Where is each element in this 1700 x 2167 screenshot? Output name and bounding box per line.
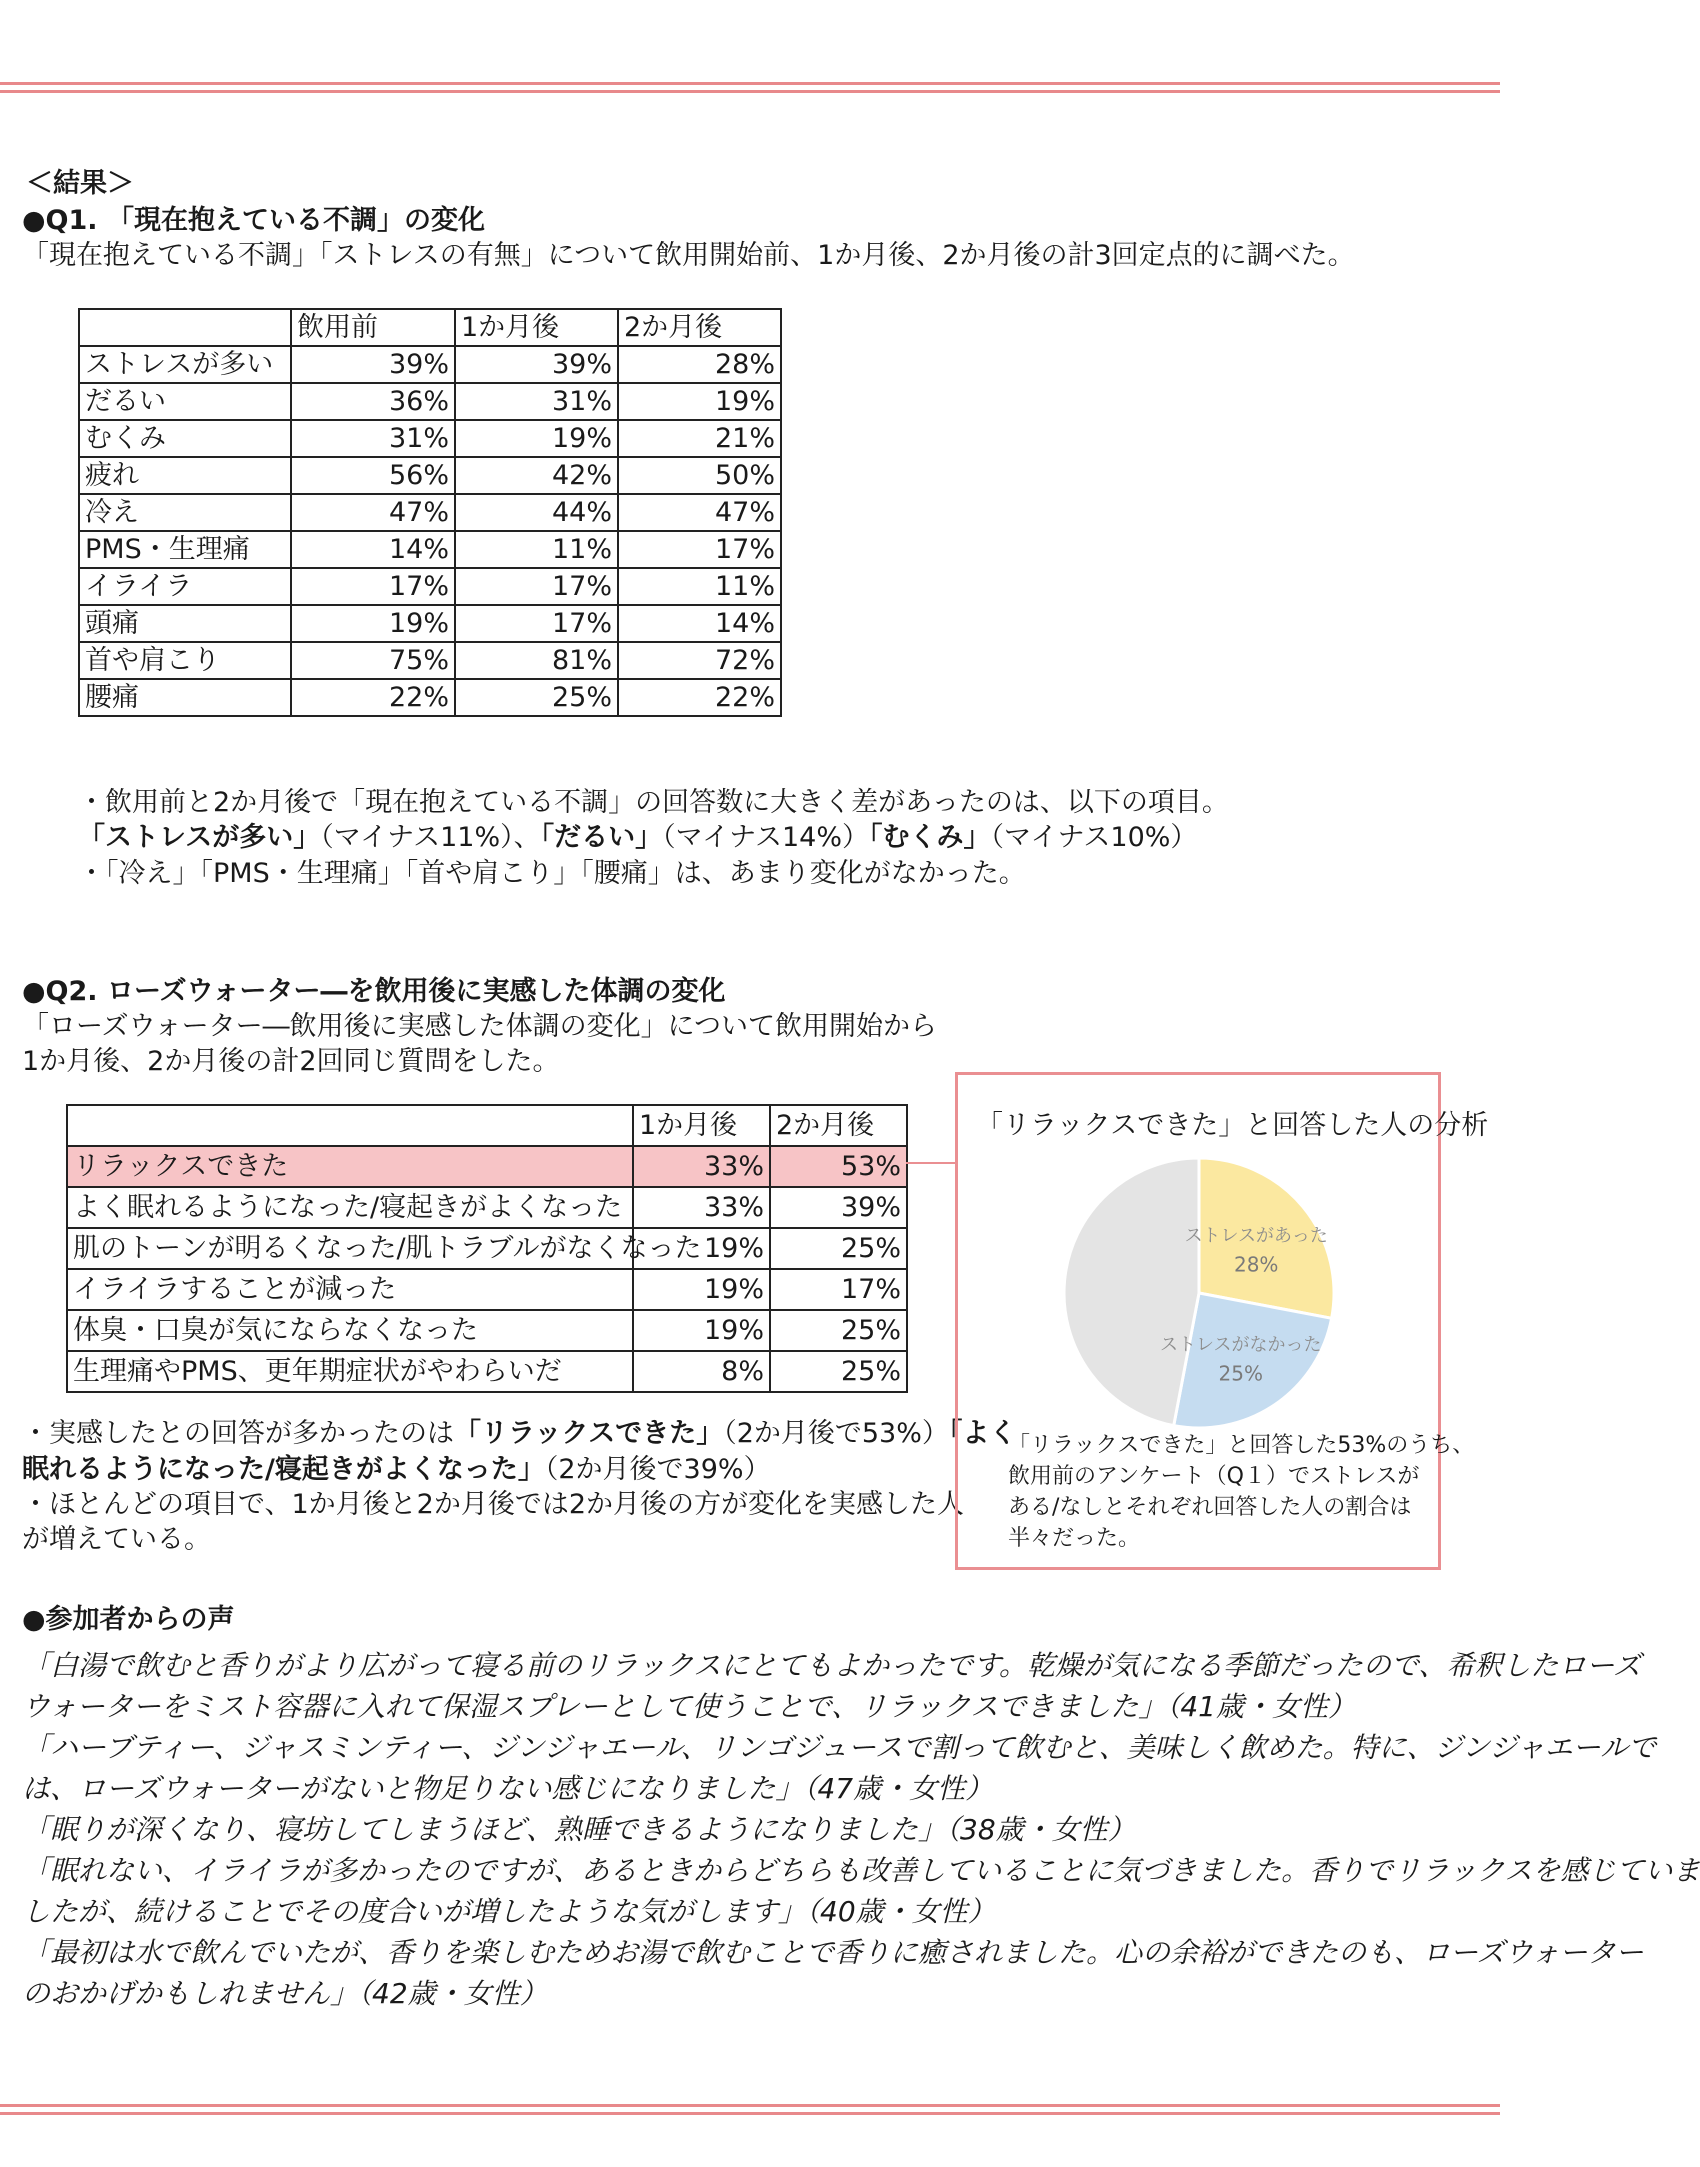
table-cell: 33% — [633, 1187, 770, 1228]
caption-line-2: 飲用前のアンケート（Q１）でストレスが — [1008, 1464, 1420, 1489]
voice-line: ウォーターをミスト容器に入れて保湿スプレーとして使うことで、リラックスできました」（41歳・女性） — [22, 1690, 1356, 1723]
table-row — [79, 679, 781, 716]
q1-description: 「現在抱えている不調」「ストレスの有無」について飲用開始前、1か月後、2か月後の計3回定点的に調べた。 — [22, 240, 1355, 271]
table-cell: 53% — [770, 1146, 907, 1187]
table-cell: 28% — [618, 346, 781, 383]
row-label: ストレスが多い — [79, 346, 291, 383]
row-label: むくみ — [79, 420, 291, 457]
table-cell: 19% — [618, 383, 781, 420]
table-header-row — [67, 1105, 907, 1146]
table-row — [67, 1269, 907, 1310]
voice-line: 「眠りが深くなり、寝坊してしまうほど、熟睡できるようになりました」（38歳・女性） — [22, 1813, 1136, 1846]
table-cell: 22% — [291, 679, 455, 716]
q1-title: ●Q1. 「現在抱えている不調」の変化 — [22, 205, 485, 236]
table-cell: 39% — [455, 346, 618, 383]
q2-note-line2 — [22, 1452, 771, 1488]
top-rule-2 — [0, 90, 1500, 93]
q2-note-line1 — [22, 1416, 1016, 1452]
row-label: 肌のトーンが明るくなった/肌トラブルがなくなった — [67, 1228, 633, 1269]
table-row — [67, 1146, 907, 1187]
table-cell: 21% — [618, 420, 781, 457]
column-header: 1か月後 — [455, 309, 618, 346]
table-row — [79, 420, 781, 457]
table-cell: 14% — [618, 605, 781, 642]
q2-title: ●Q2. ローズウォーター―を飲用後に実感した体調の変化 — [22, 976, 726, 1007]
pie-slice-label: ストレスがあった — [1184, 1225, 1328, 1247]
caption-line-1: 「リラックスできた」と回答した53%のうち、 — [1008, 1433, 1475, 1458]
table-header-row — [79, 309, 781, 346]
table-cell: 17% — [770, 1269, 907, 1310]
row-label: 腰痛 — [79, 679, 291, 716]
voice-line: したが、続けることでその度合いが増したような気がします」（40歳・女性） — [22, 1895, 996, 1928]
note-item-darui: 「だるい」 — [540, 822, 663, 853]
table-cell: 56% — [291, 457, 455, 494]
table-cell: 36% — [291, 383, 455, 420]
q2-table — [66, 1104, 908, 1393]
pie-slice-value: 25% — [1218, 1361, 1263, 1386]
q2-note-line3: ・ほとんどの項目で、1か月後と2か月後では2か月後の方が変化を実感した人 — [22, 1489, 964, 1520]
caption-line-4: 半々だった。 — [1008, 1526, 1141, 1551]
table-cell: 47% — [291, 494, 455, 531]
row-label: 冷え — [79, 494, 291, 531]
pie-slice-value: 28% — [1233, 1252, 1279, 1277]
voice-line: 「白湯で飲むと香りがより広がって寝る前のリラックスにとてもよかったです。乾燥が気になる季節だったので、希釈したローズ — [22, 1649, 1641, 1682]
callout-connector — [906, 1162, 955, 1164]
table-cell: 19% — [633, 1228, 770, 1269]
table-cell: 42% — [455, 457, 618, 494]
voice-line: は、ローズウォーターがないと物足りない感じになりました」（47歳・女性） — [22, 1772, 994, 1805]
q2-note-relax-value: （2か月後で53%） — [723, 1418, 949, 1449]
row-label: だるい — [79, 383, 291, 420]
row-label: 首や肩こり — [79, 642, 291, 679]
table-cell: 22% — [618, 679, 781, 716]
table-cell: 17% — [455, 568, 618, 605]
bottom-rule — [0, 2104, 1500, 2107]
table-cell: 47% — [618, 494, 781, 531]
voices-list — [22, 1645, 1700, 2014]
table-row — [79, 457, 781, 494]
q2-note-line4: が増えている。 — [22, 1524, 211, 1555]
voice-line: のおかげかもしれません」（42歳・女性） — [22, 1977, 548, 2010]
table-cell: 31% — [455, 383, 618, 420]
q2-note-text: ・実感したとの回答が多かったのは — [22, 1418, 454, 1449]
q2-note-sleep-start: 「よく — [948, 1418, 1017, 1449]
table-row — [79, 605, 781, 642]
column-header: 飲用前 — [291, 309, 455, 346]
q2-description-line1: 「ローズウォーター―飲用後に実感した体調の変化」について飲用開始から — [22, 1011, 938, 1042]
table-row — [79, 346, 781, 383]
q2-description-line2: 1か月後、2か月後の計2回同じ質問をした。 — [22, 1046, 560, 1077]
table-cell: 50% — [618, 457, 781, 494]
note-value-mukumi: （マイナス10%） — [990, 822, 1198, 853]
table-cell: 11% — [618, 568, 781, 605]
row-label: イライラ — [79, 568, 291, 605]
column-header: 1か月後 — [633, 1105, 770, 1146]
table-cell: 14% — [291, 531, 455, 568]
pie-slice — [1064, 1158, 1199, 1426]
table-row — [67, 1310, 907, 1351]
q2-note-sleep-end: 眠れるようになった/寝起きがよくなった」 — [22, 1454, 545, 1485]
q1-note-2 — [78, 820, 1197, 856]
table-row — [79, 383, 781, 420]
table-cell: 72% — [618, 642, 781, 679]
row-label: 疲れ — [79, 457, 291, 494]
table-cell: 19% — [455, 420, 618, 457]
row-label: よく眠れるようになった/寝起きがよくなった — [67, 1187, 633, 1228]
table-cell: 25% — [455, 679, 618, 716]
table-cell: 33% — [633, 1146, 770, 1187]
table-row — [67, 1228, 907, 1269]
table-cell: 39% — [291, 346, 455, 383]
table-cell: 19% — [633, 1310, 770, 1351]
voice-line: 「ハーブティー、ジャスミンティー、ジンジャエール、リンゴジュースで割って飲むと、美味しく飲めた。特に、ジンジャエールで — [22, 1731, 1657, 1764]
row-label: PMS・生理痛 — [79, 531, 291, 568]
row-label: リラックスできた — [67, 1146, 633, 1187]
top-rule — [0, 82, 1500, 85]
column-header: 2か月後 — [618, 309, 781, 346]
callout-caption — [1008, 1430, 1474, 1554]
row-label: 頭痛 — [79, 605, 291, 642]
table-row — [79, 494, 781, 531]
voices-title: ●参加者からの声 — [22, 1604, 235, 1635]
table-row — [79, 568, 781, 605]
bottom-rule-2 — [0, 2112, 1500, 2115]
section-heading: ＜結果＞ — [26, 168, 134, 199]
note-value-darui: （マイナス14%） — [662, 822, 870, 853]
table-row — [79, 531, 781, 568]
row-label: イライラすることが減った — [67, 1269, 633, 1310]
column-header — [79, 309, 291, 346]
table-cell: 25% — [770, 1310, 907, 1351]
q2-note-relax: 「リラックスできた」 — [454, 1418, 724, 1449]
note-value-stress: （マイナス11%）、 — [320, 822, 541, 853]
voice-line: 「眠れない、イライラが多かったのですが、あるときからどちらも改善していることに気づきました。香りでリラックスを感じていま — [22, 1854, 1700, 1887]
table-cell: 25% — [770, 1351, 907, 1392]
pie-slice-label: ストレスがなかった — [1160, 1334, 1322, 1356]
q2-note-sleep-value: （2か月後で39%） — [544, 1454, 771, 1485]
note-item-stress: 「ストレスが多い」 — [78, 822, 321, 853]
column-header — [67, 1105, 633, 1146]
table-cell: 25% — [770, 1228, 907, 1269]
table-row — [67, 1351, 907, 1392]
table-cell: 17% — [455, 605, 618, 642]
table-cell: 44% — [455, 494, 618, 531]
caption-line-3: ある/なしとそれぞれ回答した人の割合は — [1008, 1495, 1412, 1520]
table-cell: 31% — [291, 420, 455, 457]
q1-note-3: ・「冷え」「PMS・生理痛」「首や肩こり」「腰痛」は、あまり変化がなかった。 — [78, 858, 1026, 889]
table-cell: 17% — [291, 568, 455, 605]
table-cell: 39% — [770, 1187, 907, 1228]
relax-analysis-callout — [955, 1072, 1489, 1570]
table-cell: 17% — [618, 531, 781, 568]
voice-line: 「最初は水で飲んでいたが、香りを楽しむためお湯で飲むことで香りに癒されました。心の余裕ができたのも、ローズウォーター — [22, 1936, 1644, 1969]
row-label: 生理痛やPMS、更年期症状がやわらいだ — [67, 1351, 633, 1392]
table-row — [79, 642, 781, 679]
table-cell: 75% — [291, 642, 455, 679]
table-cell: 81% — [455, 642, 618, 679]
table-cell: 19% — [633, 1269, 770, 1310]
table-cell: 19% — [291, 605, 455, 642]
q1-note-1: ・飲用前と2か月後で「現在抱えている不調」の回答数に大きく差があったのは、以下の項目。 — [78, 787, 1229, 818]
table-row — [67, 1187, 907, 1228]
q1-table — [78, 308, 782, 717]
relax-stress-pie-chart — [1049, 1143, 1349, 1443]
note-item-mukumi: 「むくみ」 — [869, 822, 991, 853]
column-header: 2か月後 — [770, 1105, 907, 1146]
table-cell: 11% — [455, 531, 618, 568]
row-label: 体臭・口臭が気にならなくなった — [67, 1310, 633, 1351]
table-cell: 8% — [633, 1351, 770, 1392]
callout-title: 「リラックスできた」と回答した人の分析 — [976, 1110, 1489, 1141]
